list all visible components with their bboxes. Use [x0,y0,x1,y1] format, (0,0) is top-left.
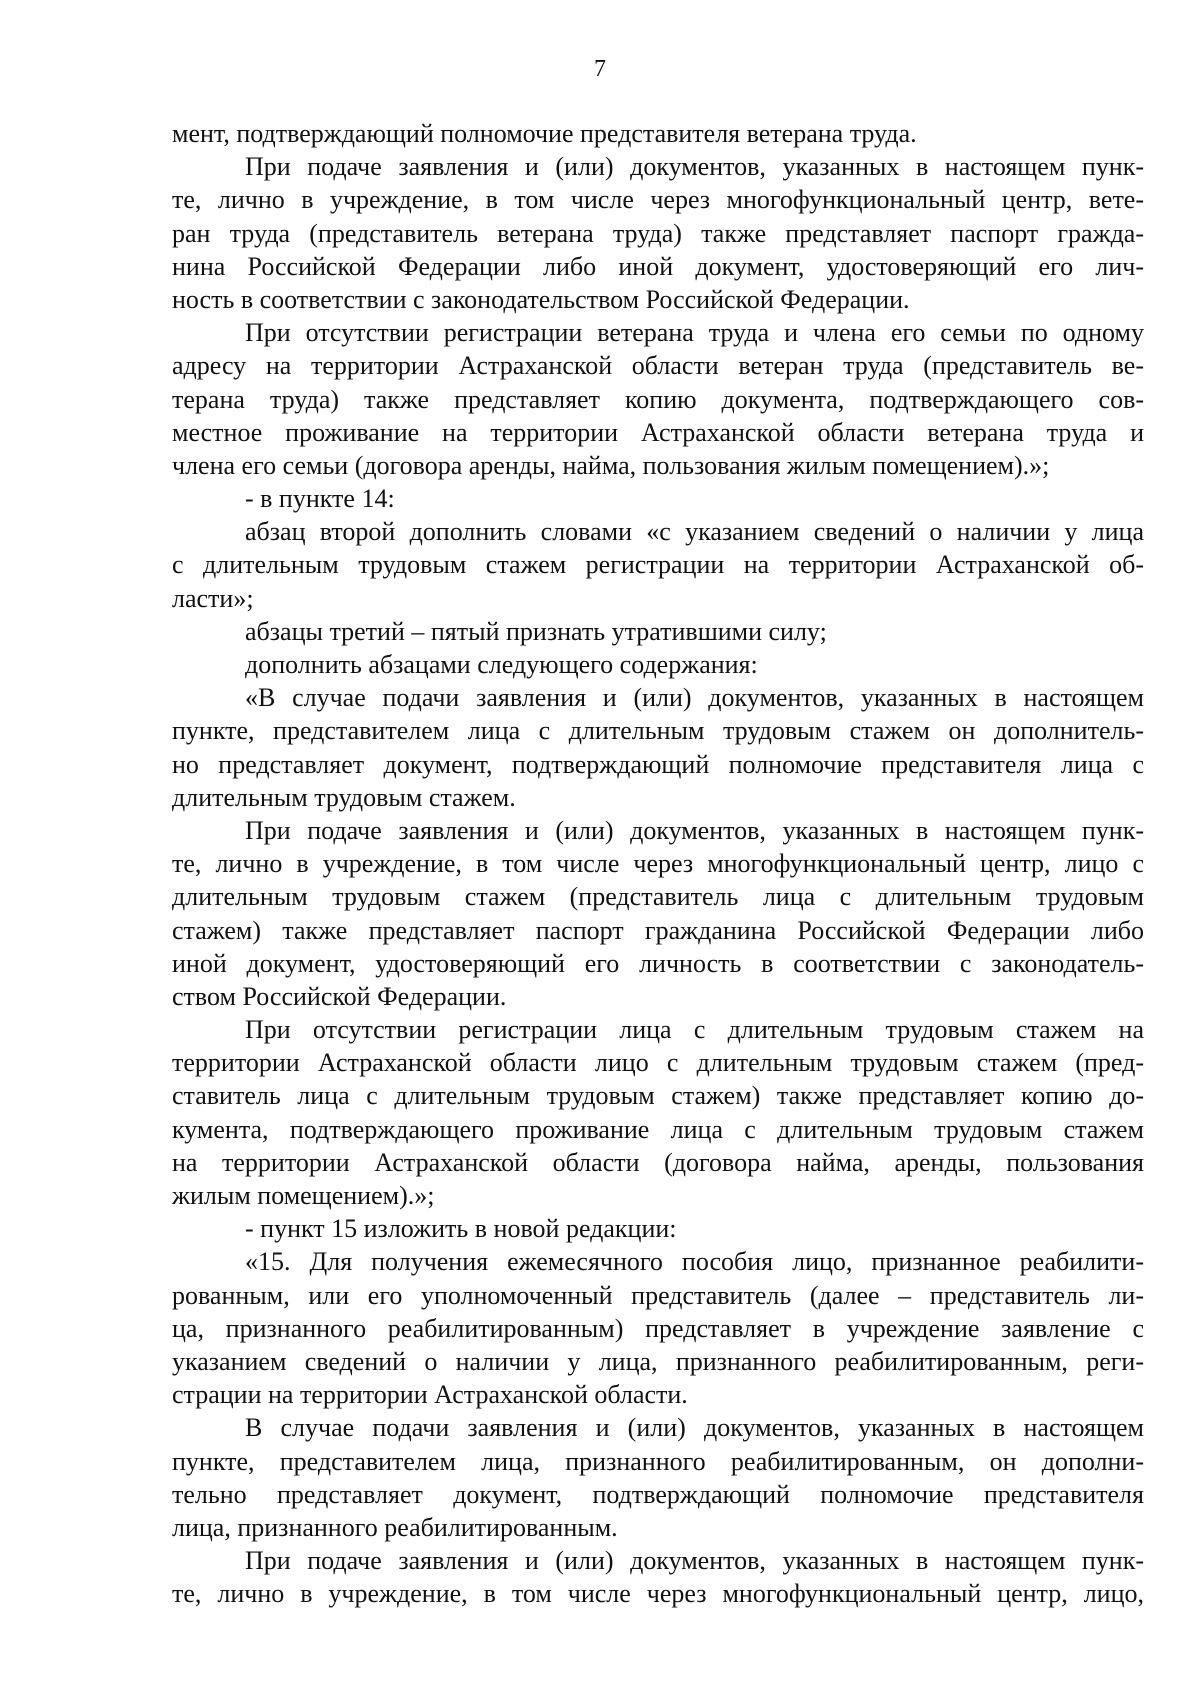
body-text [172,117,1144,1610]
text-line: ность в соответствии с законодательством Российской Федерации. [172,284,910,314]
text-line: адресу на территории Астраханской области ветеран труда (представитель ве- [172,351,1144,381]
text-line: пункте, представителем лица с длительным трудовым стажем он дополнитель- [172,716,1144,746]
text-line: страции на территории Астраханской области. [172,1380,688,1410]
text-line: пункте, представителем лица, признанного реабилитированным, он дополни- [172,1446,1144,1476]
text-line: ран труда (представитель ветерана труда) также представляет паспорт гражда- [172,218,1144,248]
text-line: При отсутствии регистрации ветерана труда и члена его семьи по одному [245,318,1144,348]
text-line: «В случае подачи заявления и (или) документов, указанных в настоящем [245,683,1144,713]
text-line: жилым помещением).»; [172,1181,435,1210]
text-line: рованным, или его уполномоченный представитель (далее – представитель ли- [172,1280,1144,1310]
text-line: абзацы третий – пятый признать утратившими силу; [245,616,827,646]
text-line: но представляет документ, подтверждающий полномочие представителя лица с [172,749,1144,779]
text-line: ством Российской Федерации. [172,981,507,1011]
text-line: члена его семьи (договора аренды, найма, пользования жилым помещением).»; [172,450,1050,480]
text-line: иной документ, удостоверяющий его личность в соответствии с законодатель- [172,948,1144,978]
text-line: те, лично в учреждение, в том числе через многофункциональный центр, лицо, [172,1579,1144,1609]
text-line: абзац второй дополнить словами «с указанием сведений о наличии у лица [245,517,1144,547]
text-line: мент, подтверждающий полномочие представителя ветерана труда. [172,119,917,148]
text-line: ставитель лица с длительным трудовым стажем) также представляет копию до- [172,1081,1144,1111]
text-line: При подаче заявления и (или) документов, указанных в настоящем пунк- [245,152,1144,182]
text-line: терана труда) также представляет копию документа, подтверждающего сов- [172,384,1144,414]
text-line: стажем) также представляет паспорт гражданина Российской Федерации либо [172,915,1144,945]
text-line: тельно представляет документ, подтверждающий полномочие представителя [172,1479,1144,1509]
text-line: ца, признанного реабилитированным) представляет в учреждение заявление с [172,1313,1144,1343]
text-line: с длительным трудовым стажем регистрации на территории Астраханской об- [172,550,1144,580]
page-number: 7 [594,56,606,82]
text-line: на территории Астраханской области (договора найма, аренды, пользования [172,1147,1144,1177]
text-line: лица, признанного реабилитированным. [172,1512,618,1542]
text-line: местное проживание на территории Астраханской области ветерана труда и [172,417,1144,447]
text-line: длительным трудовым стажем (представитель лица с длительным трудовым [172,882,1144,912]
text-line: нина Российской Федерации либо иной документ, удостоверяющий его лич- [172,251,1144,281]
text-line: длительным трудовым стажем. [172,782,516,812]
text-line: При подаче заявления и (или) документов, указанных в настоящем пунк- [245,1546,1144,1576]
text-line: ласти»; [172,583,254,613]
text-line: - в пункте 14: [245,484,395,514]
text-line: те, лично в учреждение, в том числе через многофункциональный центр, вете- [172,185,1144,215]
text-line: те, лично в учреждение, в том числе через многофункциональный центр, лицо с [172,849,1144,879]
text-line: При подаче заявления и (или) документов, указанных в настоящем пунк- [245,815,1144,845]
text-line: кумента, подтверждающего проживание лица с длительным трудовым стажем [172,1114,1144,1144]
text-line: При отсутствии регистрации лица с длительным трудовым стажем на [245,1015,1144,1045]
text-line: В случае подачи заявления и (или) документов, указанных в настоящем [245,1413,1144,1443]
text-line: территории Астраханской области лицо с длительным трудовым стажем (пред- [172,1048,1144,1078]
text-line: дополнить абзацами следующего содержания: [245,650,758,679]
text-line: указанием сведений о наличии у лица, признанного реабилитированным, реги- [172,1346,1144,1376]
text-line: - пункт 15 изложить в новой редакции: [245,1214,677,1244]
text-line: «15. Для получения ежемесячного пособия лицо, признанное реабилити- [245,1247,1144,1277]
